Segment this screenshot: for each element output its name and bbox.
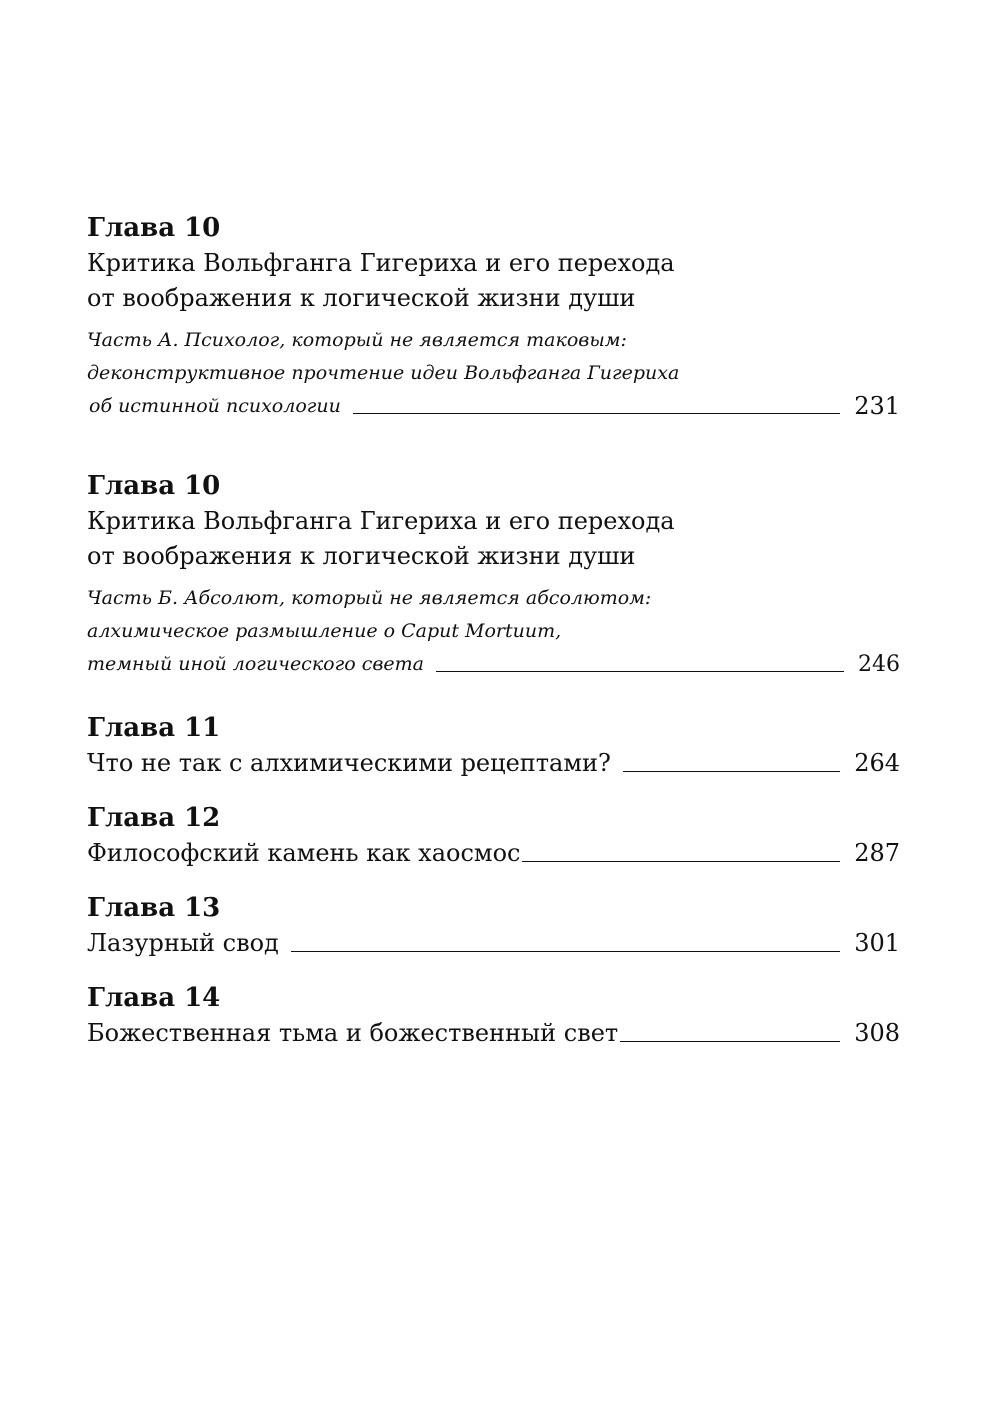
table-of-contents: [87, 210, 900, 1070]
chapter-heading: Глава 11: [87, 713, 221, 743]
chapter-title: Божественная тьма и божественный свет: [87, 1019, 619, 1047]
toc-row[interactable]: [87, 926, 900, 961]
dot-leader: [620, 1040, 840, 1042]
part-title-line: Часть А. Психолог, который не является таковым:: [87, 329, 627, 351]
toc-row[interactable]: [87, 836, 900, 871]
toc-row[interactable]: [87, 1016, 900, 1051]
part-title-line: темный иной логического света: [87, 653, 424, 675]
chapter-title-line: от воображения к логической жизни души: [87, 542, 636, 570]
chapter-title: Лазурный свод: [87, 929, 279, 957]
page-number: 231: [854, 392, 900, 420]
toc-entry-chapter-10-part-a: [87, 210, 900, 468]
toc-row[interactable]: [87, 648, 900, 681]
page-number: 246: [858, 652, 900, 677]
part-title-line: алхимическое размышление о Caput Mortuum,: [87, 620, 562, 642]
page-number: 287: [854, 839, 900, 867]
dot-leader: [436, 670, 844, 672]
dot-leader: [522, 860, 840, 862]
chapter-title-line: Критика Вольфганга Гигериха и его перехода: [87, 249, 675, 277]
dot-leader: [291, 950, 840, 952]
dot-leader: [353, 412, 840, 414]
chapter-title-line: от воображения к логической жизни души: [87, 284, 636, 312]
toc-row[interactable]: [87, 390, 900, 423]
part-title-line: деконструктивное прочтение идеи Вольфганга Гигериха: [87, 362, 680, 384]
page-number: 308: [854, 1019, 900, 1047]
part-subtitle: [87, 582, 900, 681]
chapter-heading: Глава 10: [87, 471, 221, 501]
toc-entry-chapter-14: [87, 980, 900, 1070]
page-number: 301: [854, 929, 900, 957]
part-title-line: об истинной психологии: [89, 395, 341, 417]
part-title-line: Часть Б. Абсолют, который не является абсолютом:: [87, 587, 652, 609]
toc-entry-chapter-12: [87, 800, 900, 890]
toc-entry-chapter-11: [87, 710, 900, 800]
chapter-title: Философский камень как хаосмос: [87, 839, 521, 867]
chapter-heading: Глава 14: [87, 983, 221, 1013]
part-subtitle: [87, 324, 900, 423]
toc-entry-chapter-10-part-b: [87, 468, 900, 710]
chapter-heading: Глава 10: [87, 213, 221, 243]
chapter-heading: Глава 13: [87, 893, 221, 923]
chapter-heading: Глава 12: [87, 803, 221, 833]
chapter-title-line: Критика Вольфганга Гигериха и его перехода: [87, 507, 675, 535]
toc-entry-chapter-13: [87, 890, 900, 980]
toc-row[interactable]: [87, 746, 900, 781]
dot-leader: [623, 770, 840, 772]
page-number: 264: [854, 749, 900, 777]
chapter-title: Что не так с алхимическими рецептами?: [87, 749, 611, 777]
